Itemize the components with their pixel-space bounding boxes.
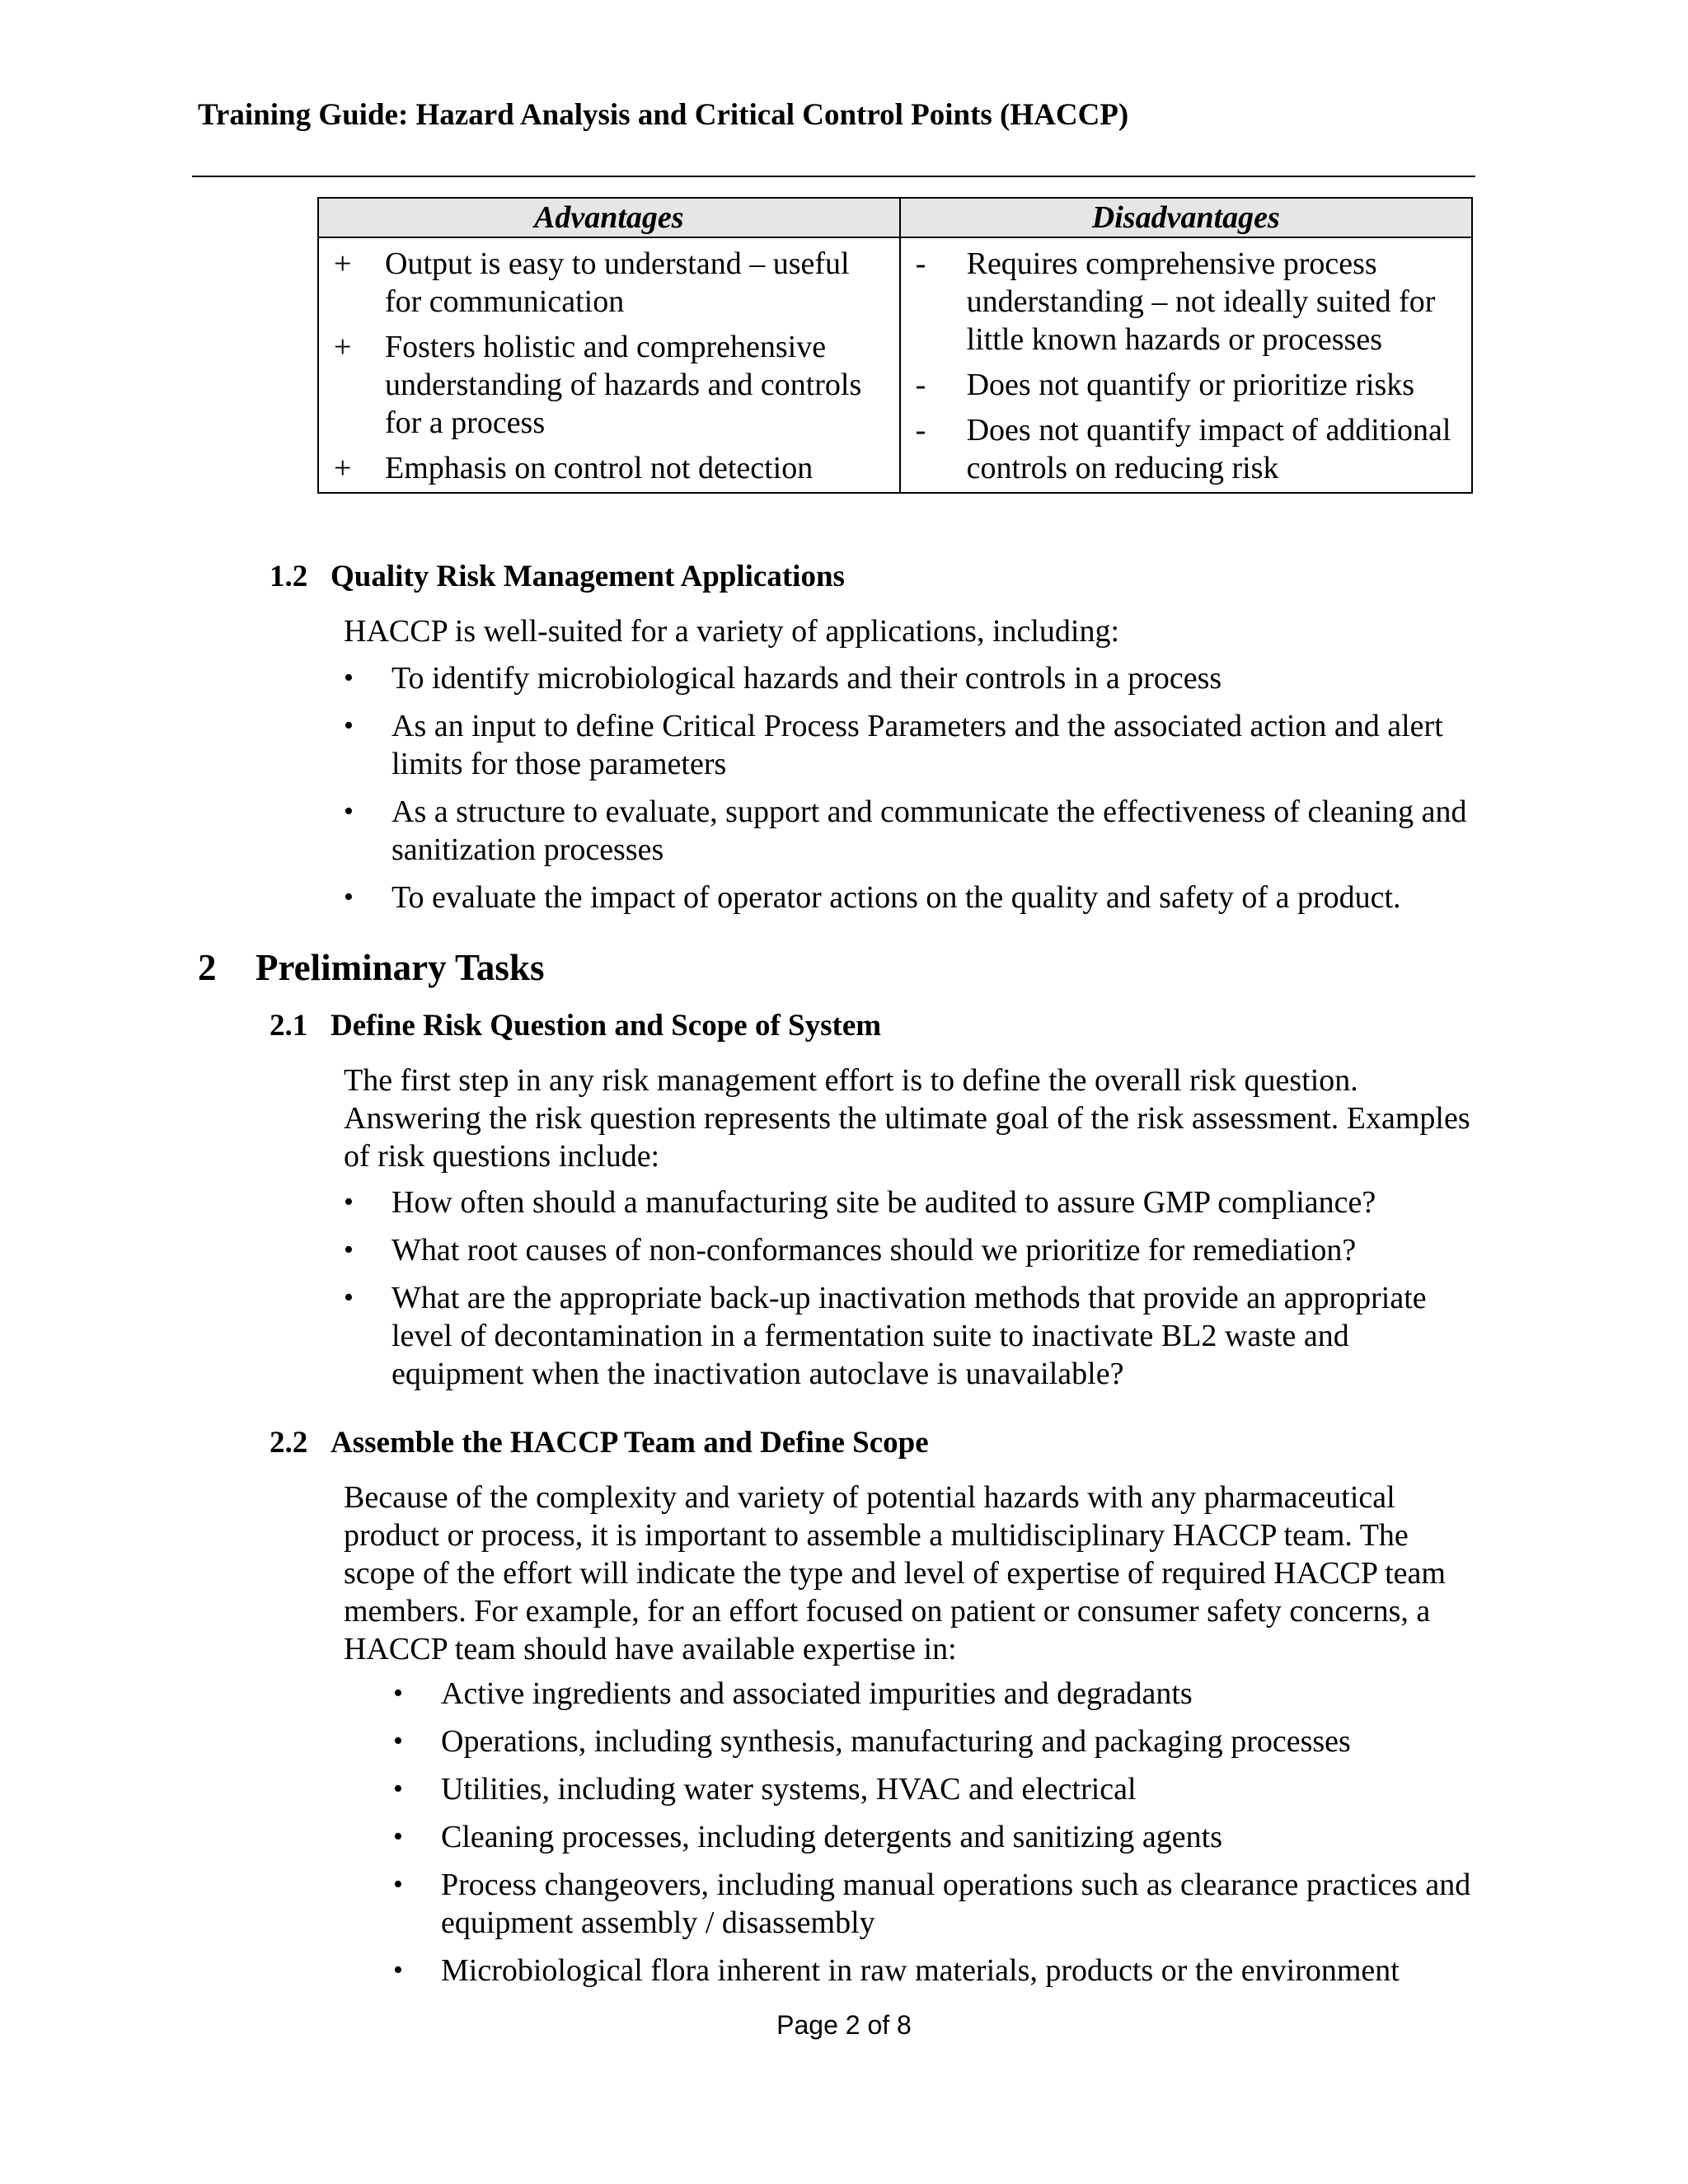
bullet-icon: • [344,1187,354,1217]
advantage-text: Fosters holistic and comprehensive understanding of hazards and controls for a process [385,330,862,440]
plus-mark: + [334,451,352,485]
plus-mark: + [334,246,352,281]
bullet-icon: • [393,1869,403,1900]
plus-mark: + [334,330,352,364]
bullet-icon: • [344,796,354,827]
section-1-2-intro: HACCP is well-suited for a variety of applications, including: [344,614,1120,649]
disadvantage-text: Does not quantify or prioritize risks [966,368,1415,402]
list-item-text: To evaluate the impact of operator actions on the quality and safety of a product. [392,880,1401,915]
list-item-text: How often should a manufacturing site be audited to assure GMP compliance? [392,1185,1376,1220]
section-title: Preliminary Tasks [256,947,545,988]
list-item [344,1183,1481,1221]
list-item [393,1866,1481,1942]
section-number: 2.2 [270,1426,308,1460]
page-number: Page 2 of 8 [776,2010,912,2040]
bullet-icon: • [344,663,354,693]
list-item [344,707,1481,783]
list-item [393,1952,1481,1990]
advantage-text: Emphasis on control not detection [385,451,814,485]
list-item-text: Active ingredients and associated impurities and degradants [441,1676,1193,1711]
section-number: 2 [198,947,217,988]
running-header: Training Guide: Hazard Analysis and Critical Control Points (HACCP) [198,98,1129,132]
list-item [393,1818,1481,1856]
advantages-header: Advantages [318,198,900,237]
list-item-text: Process changeovers, including manual operations such as clearance practices and equipment assembly / disassembly [441,1868,1471,1940]
section-2-1-list [344,1183,1481,1403]
section-2-heading [198,946,545,989]
disadvantage-text: Does not quantify impact of additional controls on reducing risk [966,413,1451,485]
disadvantage-item [916,245,1456,359]
disadvantage-text: Requires comprehensive process understanding – not ideally suited for little known hazards or processes [966,246,1436,357]
minus-mark: - [915,246,926,281]
list-item [393,1770,1481,1808]
advantage-text: Output is easy to understand – useful for communication [385,246,850,319]
list-item-text: Operations, including synthesis, manufacturing and packaging processes [441,1724,1351,1759]
bullet-icon: • [344,1282,354,1313]
list-item [393,1722,1481,1760]
section-2-2-list [393,1675,1481,1999]
bullet-icon: • [344,710,354,741]
advantages-cell [318,237,900,493]
advantage-item [334,245,884,321]
bullet-icon: • [393,1726,403,1756]
advantages-disadvantages-table [317,197,1473,494]
section-number: 2.1 [270,1009,308,1043]
section-number: 1.2 [270,560,308,593]
minus-mark: - [915,368,926,402]
list-item [344,879,1481,916]
bullet-icon: • [393,1821,403,1852]
section-title: Define Risk Question and Scope of System [331,1009,882,1043]
list-item [344,793,1481,869]
bullet-icon: • [393,1955,403,1985]
bullet-icon: • [393,1678,403,1708]
disadvantages-cell [900,237,1472,493]
advantage-item [334,328,884,442]
bullet-icon: • [344,882,354,912]
disadvantage-item [916,366,1456,404]
list-item-text: What are the appropriate back-up inactivation methods that provide an appropriate level of decontamination in a fermentation suite to inactivate BL2 waste and equipment when the inactivation autoclave is unavailable? [392,1281,1427,1391]
header-divider [192,176,1475,177]
section-title: Assemble the HACCP Team and Define Scope [331,1426,929,1460]
section-2-1-heading [270,1008,881,1043]
list-item [344,1231,1481,1269]
list-item [393,1675,1481,1713]
bullet-icon: • [393,1774,403,1804]
disadvantages-header: Disadvantages [900,198,1472,237]
disadvantage-item [916,411,1456,487]
list-item-text: As an input to define Critical Process Parameters and the associated action and alert limits for those parameters [392,709,1443,781]
section-1-2-list [344,659,1481,926]
advantage-item [334,449,884,487]
list-item-text: What root causes of non-conformances should we prioritize for remediation? [392,1233,1357,1268]
list-item [344,659,1481,697]
section-1-2-heading [270,559,845,594]
list-item-text: Microbiological flora inherent in raw materials, products or the environment [441,1953,1400,1988]
list-item [344,1279,1481,1393]
section-2-1-intro: The first step in any risk management effort is to define the overall risk question. Answering the risk question represents the ultimate goal of the risk assessment. Examples of risk questions include: [344,1063,1470,1174]
list-item-text: To identify microbiological hazards and their controls in a process [392,661,1222,696]
list-item-text: Utilities, including water systems, HVAC and electrical [441,1772,1137,1807]
list-item-text: Cleaning processes, including detergents and sanitizing agents [441,1820,1223,1854]
minus-mark: - [915,413,926,448]
section-title: Quality Risk Management Applications [331,560,845,593]
bullet-icon: • [344,1235,354,1265]
section-2-2-intro: Because of the complexity and variety of potential hazards with any pharmaceutical product or process, it is important to assemble a multidisciplinary HACCP team. The scope of the effort will indicate the type and level of expertise of required HACCP team members. For example, for an effort focused on patient or consumer safety concerns, a HACCP team should have available expertise in: [344,1480,1446,1666]
list-item-text: As a structure to evaluate, support and communicate the effectiveness of cleaning and sanitization processes [392,794,1467,867]
section-2-2-heading [270,1425,929,1460]
